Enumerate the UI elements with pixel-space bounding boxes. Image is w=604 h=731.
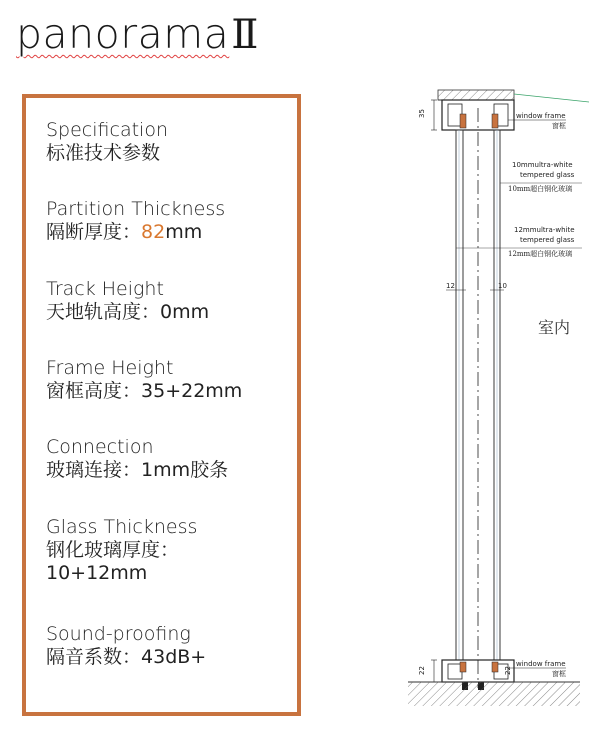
bottom-dim-left: 22 <box>418 666 426 675</box>
spec-label-en: Track Height <box>46 278 164 300</box>
glass-a-zh: 10mm超白钢化玻璃 <box>508 185 573 193</box>
top-frame-label-en: window frame <box>516 112 566 120</box>
spec-heading <box>46 119 286 165</box>
section-drawing <box>404 88 604 710</box>
page-title <box>16 6 259 63</box>
glass-thickness-value: 10+12mm <box>46 562 148 584</box>
track-height-value: 0mm <box>160 301 210 323</box>
spec-label-zh: 玻璃连接：1mm胶条 <box>46 459 229 481</box>
spec-label-zh: 钢化玻璃厚度： <box>46 539 180 561</box>
spec-label-en: Connection <box>46 436 154 458</box>
spec-frame-height <box>46 357 286 403</box>
room-label: 室内 <box>538 318 571 337</box>
spec-partition-thickness <box>46 198 286 244</box>
spec-label-en: Frame Height <box>46 357 174 379</box>
partition-thickness-unit: mm <box>165 221 203 243</box>
bottom-frame-label-zh: 窗框 <box>552 670 566 678</box>
spec-track-height <box>46 278 286 324</box>
floor-hatch <box>408 682 580 706</box>
spec-label-zh: 隔断厚度：82mm <box>46 221 203 243</box>
spec-label-zh: 隔音系数：43dB+ <box>46 646 207 668</box>
glass-b-en2: tempered glass <box>520 236 575 244</box>
top-frame-label-zh: 窗框 <box>552 122 566 130</box>
spec-heading-zh: 标准技术参数 <box>46 142 161 164</box>
frame-height-value: 35+22mm <box>141 380 243 402</box>
spec-label-en: Glass Thickness <box>46 516 198 538</box>
bottom-dim-right: 22 <box>504 666 512 675</box>
connection-value: 1mm胶条 <box>141 459 229 481</box>
spec-label-en: Sound-proofing <box>46 623 191 645</box>
glass-b-zh: 12mm超白钢化玻璃 <box>508 250 573 258</box>
dim-right: 10 <box>498 282 507 290</box>
spec-sound-proofing <box>46 623 286 669</box>
specification-panel <box>22 94 301 716</box>
dim-left: 12 <box>446 282 455 290</box>
glass-b-en1: 12mmultra-white <box>514 226 575 234</box>
glass-pane-left <box>456 130 463 660</box>
spec-heading-en: Specification <box>46 119 168 141</box>
sound-proofing-value: 43dB+ <box>141 646 207 668</box>
partition-thickness-value: 82 <box>141 221 166 243</box>
bottom-frame-label-en: window frame <box>516 660 566 668</box>
ceiling-green-line <box>514 94 589 102</box>
title-main: panorama <box>16 10 230 58</box>
glass-a-en1: 10mmultra-white <box>512 161 573 169</box>
spec-label-zh: 窗框高度：35+22mm <box>46 380 243 402</box>
spec-connection <box>46 436 286 482</box>
title-roman-numeral: Ⅱ <box>231 12 259 58</box>
spec-label-zh: 天地轨高度：0mm <box>46 301 210 323</box>
top-frame-dim: 35 <box>418 109 426 118</box>
ceiling-hatch <box>438 90 514 100</box>
glass-a-en2: tempered glass <box>520 171 575 179</box>
spec-glass-thickness <box>46 516 286 585</box>
spec-label-en: Partition Thickness <box>46 198 226 220</box>
